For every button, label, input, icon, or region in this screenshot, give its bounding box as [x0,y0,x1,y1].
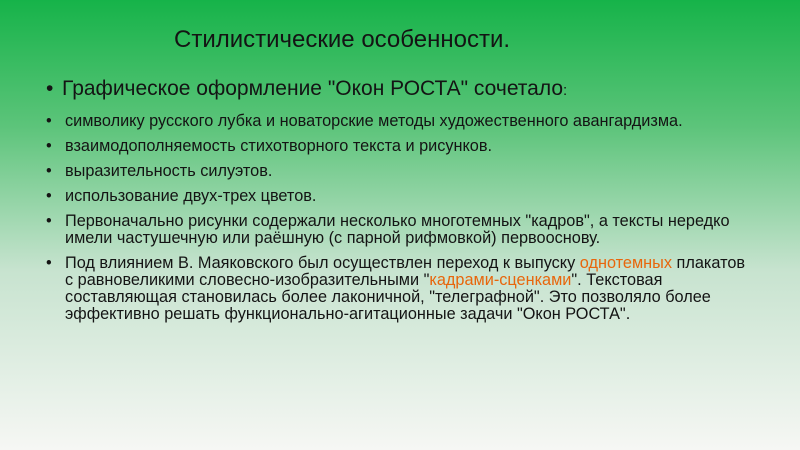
list-item [46,113,746,130]
list-item [46,188,746,205]
list-item [46,255,746,323]
list-item-text: символику русского лубка и новаторские методы художественного авангардизма. [65,112,683,130]
lead-bullet: • [46,77,54,100]
list-item-text: взаимодополняемость стихотворного текста и рисунков. [65,137,493,155]
list-item [46,138,746,155]
list-item-text: Первоначально рисунки содержали несколько многотемных "кадров", а тексты нередко имели частушечную или раёшную (с парной рифмовкой) первооснову. [65,212,730,247]
slide-title: Стилистические особенности. [174,26,511,53]
lead-text: Графическое оформление "Окон РОСТА" сочетало [62,77,564,100]
bullet-marker: • [46,187,52,205]
lead-paragraph [46,76,746,104]
bullet-marker: • [46,137,52,155]
list-item-text: использование двух-трех цветов. [65,187,317,205]
list-item-text-part: Под влиянием В. Маяковского был осуществлен переход к выпуску [65,254,580,272]
lead-colon: : [563,82,568,99]
list-item-text-part: плакатов с равновеликими словесно-изобразительными " [65,254,746,289]
slide-content [46,76,746,331]
list-item-text: выразительность силуэтов. [65,162,273,180]
bullet-marker: • [46,112,52,130]
list-item [46,163,746,180]
bullet-marker: • [46,212,52,230]
highlighted-term: кадрами-сценками [429,271,572,289]
list-item-text-part: ". Текстовая составляющая становилась более лаконичной, "телеграфной". Это позволяло более эффективно решать функционально-агитационные задачи "Окон РОСТА". [65,271,711,323]
bullet-list [46,113,746,323]
bullet-marker: • [46,254,52,272]
bullet-marker: • [46,162,52,180]
highlighted-term: однотемных [579,254,673,272]
list-item [46,213,746,247]
